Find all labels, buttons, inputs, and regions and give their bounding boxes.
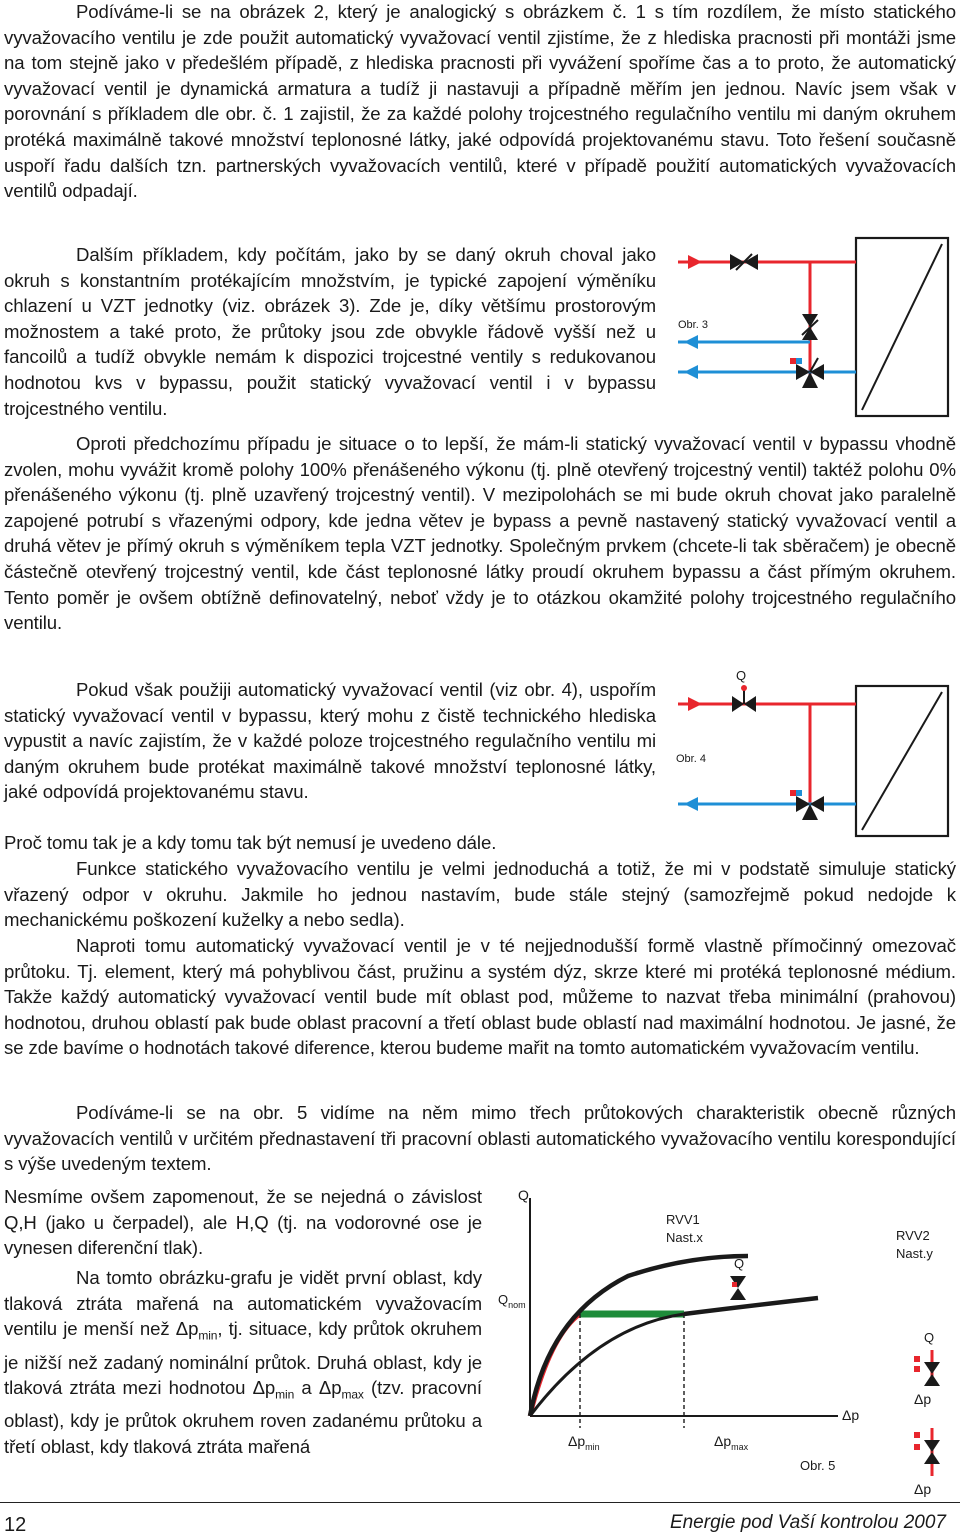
rvv2-curve [530, 1314, 684, 1416]
dp-min-inline-2-sub: min [275, 1387, 295, 1402]
rvv1-curve [530, 1256, 748, 1416]
paragraph-3 [4, 431, 956, 636]
figure-4-q-label: Q [736, 668, 747, 683]
rvv2-valve-icon-2 [914, 1428, 940, 1476]
page-footer [0, 1502, 960, 1536]
small-q-label-2: Q [924, 1330, 935, 1345]
y-axis-label: Q [518, 1187, 529, 1203]
x-axis-label: Δp [842, 1407, 860, 1423]
footer-divider [0, 1502, 960, 1503]
paragraph-1 [4, 0, 956, 204]
paragraph-3-text: Oproti předchozímu případu je situace o to lepší, že mám-li statický vyvažovací ventil v bypassu vhodně zvolen, mohu vyvážit kromě polohy 100% přenášeného výkonu (tj. plně otevřený trojcestný ventil) taktéž polohu 0% přenášeného výkonu (tj. plně uzavřený trojcestný ventil). V mezipolohách se mi bude okruh chovat jako paralelně zapojené potrubí s vřazenými odpory, kde jedna větev je bypass a pevně nastavený statický vyvažovací ventil a druhá větev je přímý okruh s výměníkem tepla VZT jednotky. Společným prvkem (chcete-li tak sběračem) je obecně částečně otevřený trojcestný ventil, kde část teplonosné látky proudí okruhem bypassu a část přímým okruhem. Tento poměr je ovšem obtížně definovatelný, neboť vždy je to otázkou okamžité polohy trojcestného regulačního ventilu. [4, 433, 956, 634]
supply-arrow [688, 697, 702, 711]
magazine-title: Energie pod Vaší kontrolou 2007 [669, 1512, 946, 1533]
paragraph-7 [4, 933, 956, 1061]
paragraph-7-text: Naproti tomu automatický vyvažovací ventil je v té nejjednodušší formě vlastně přímočinný omezovač průtoku. Tj. element, který má pohyblivou část, pružinu a systém dýz, skrze které mi protéká teplonosné médium. Takže každý automatický vyvažovací ventil bude mít oblast pod, můžeme to nazvat třeba minimální (prahovou) hodnotou, druhou oblastí pak bude oblast pracovní a třetí oblast bude oblastí nad maximální hodnotou. Je jasné, že se zde bavíme o hodnotách takové diference, kterou budeme mařit na tomto automatickém vyvažovacím ventilu. [4, 935, 956, 1059]
paragraph-10-part-b: , tj. situace, kdy průtok okruhem je nižší než zadaný nominální průtok. Druhá oblast, kdy je tlaková ztráta mezi hodnotou [4, 1318, 482, 1399]
paragraph-8 [4, 1100, 956, 1177]
dp-min-inline-sub: min [198, 1328, 218, 1343]
figure-5-label: Obr. 5 [800, 1458, 836, 1473]
paragraph-2-text: Dalším příkladem, kdy počítám, jako by se daný okruh choval jako okruh s konstantním protékajícím množstvím, je typické zapojení výměníku chlazení u VZT jednotky (viz. obrázek 3). Zde je, díky většímu prostorovým možnostem a také proto, že průtoky jsou zde obvykle řádově vyšší než u fancoilů a tudíž obvykle nemám k dispozici trojcestné ventily s redukovanou hodnotou kvs v bypassu, použit statický vyvažovací ventil i v bypassu trojcestného ventilu. [4, 244, 656, 419]
rvv1-label-line2: Nast.x [666, 1230, 703, 1245]
paragraph-5-text: Proč tomu tak je a kdy tomu tak být nemusí je uvedeno dále. [4, 832, 497, 853]
paragraph-10-part-a: Na tomto obrázku-grafu je vidět první oblast, kdy tlaková ztráta mařená na automatickém vyvažovacím ventilu je menší než [4, 1267, 482, 1340]
figure-5-graph [488, 1176, 960, 1502]
rvv2-label-line2: Nast.y [896, 1246, 933, 1261]
dp-max-inline-sub: max [341, 1387, 364, 1402]
rvv2-label-line1: RVV2 [896, 1228, 930, 1243]
paragraph-10-part-d: (tzv. pracovní oblast), kdy je průtok okruhem roven zadanému průtoku a třetí oblast, kdy tlaková ztráta mařená [4, 1377, 482, 1457]
automatic-valve-icon [732, 685, 756, 712]
dp-max-label: $\Delta p_{max}$ [714, 1433, 749, 1452]
paragraph-4 [4, 677, 656, 805]
rvv1-valve-icon [730, 1276, 746, 1300]
paragraph-10 [4, 1265, 482, 1460]
paragraph-6 [4, 856, 956, 933]
figure-3-diagram [668, 232, 960, 432]
paragraph-10-text [4, 1265, 482, 1460]
paragraph-8-text: Podíváme-li se na obr. 5 vidíme na něm mimo třech průtokových charakteristik obecně různých vyvažovacích ventilů v určitém přednastavení tři pracovní oblasti automatického vyvažovacího ventilu korespondující s výše uvedeným textem. [4, 1102, 956, 1175]
small-q-label-1: Q [734, 1256, 745, 1271]
return-arrow [684, 797, 698, 811]
paragraph-2 [4, 242, 656, 421]
return-arrow-1 [684, 335, 698, 349]
return-arrow-2 [684, 365, 698, 379]
paragraph-6-text: Funkce statického vyvažovacího ventilu je velmi jednoduchá a totiž, že mi v podstatě simuluje statický vřazený odpor v okruhu. Jakmile ho jednou nastavím, bude stále stejný (samozřejmě pokud nedojde k mechanickému poškození kuželky a nebo sedla). [4, 858, 956, 931]
paragraph-5 [4, 830, 704, 856]
paragraph-4-text: Pokud však použiji automatický vyvažovací ventil (viz obr. 4), uspořím statický vyvažovací ventil v bypassu, který mohu z čistě technického hlediska vypustit a navíc zajistím, že v každé poloze trojcestného regulačního ventilu mi daným okruhem bude protékat maximálně takové množství teplonosné látky, jaké odpovídá projektovanému stavu. [4, 679, 656, 803]
figure-3-label: Obr. 3 [678, 319, 708, 331]
bypass-valve-icon [802, 314, 818, 340]
rvv1-label-line1: RVV1 [666, 1212, 700, 1227]
rvv-upper-curve [684, 1298, 818, 1314]
figure-4-label: Obr. 4 [676, 753, 706, 765]
figure-4-diagram [668, 664, 960, 844]
q-nom-label: $Q_{nom}$ [498, 1292, 526, 1310]
paragraph-10-part-c: a [294, 1377, 319, 1399]
page-number: 12 [4, 1514, 27, 1536]
dp-right-label-2: Δp [914, 1481, 932, 1497]
paragraph-1-text: Podíváme-li se na obrázek 2, který je analogický s obrázkem č. 1 s tím rozdílem, že místo statického vyvažovacího ventilu je zde použit automatický vyvažovací ventil zjistíme, že z hlediska pracnosti při montáži jsme na tom stejně jako v předešlém případě, z hlediska pracnosti při vyvážení spoříme čas a to proto, že automatický vyvažovací ventil je dynamická armatura a tudíž ji nastavuji a případně měřím jen jednou. Navíc jsem však v porovnání s příkladem dle obr. č. 1 zajistil, že za každé polohy trojcestného regulačního ventilu mi daným okruhem protéká maximálně takové množství teplonosné látky, jaké odpovídá projektovanému stavu. Toto řešení současně uspoří řadu dalších tzn. partnerských vyvažovacích ventilů, které v případě použití automatických vyvažovacích ventilů odpadají. [4, 1, 956, 202]
dp-right-label-1: Δp [914, 1391, 932, 1407]
dp-min-inline-2: Δp [252, 1377, 276, 1399]
balancing-valve-icon [730, 254, 758, 270]
dp-min-label: $\Delta p_{min}$ [568, 1433, 600, 1452]
rvv2-valve-icon-1 [914, 1350, 940, 1386]
dp-min-inline: Δp [175, 1318, 199, 1340]
paragraph-9-text: Nesmíme ovšem zapomenout, že se nejedná o závislost Q,H (jako u čerpadel), ale H,Q (tj. na vodorovné ose je vynesen diferenční tlak). [4, 1186, 482, 1259]
exchanger-diagonal [862, 692, 942, 830]
paragraph-9 [4, 1184, 482, 1261]
dp-max-inline: Δp [318, 1377, 342, 1399]
exchanger-diagonal [862, 244, 942, 410]
supply-arrow [688, 255, 702, 269]
red-characteristic-curve [530, 1314, 580, 1416]
